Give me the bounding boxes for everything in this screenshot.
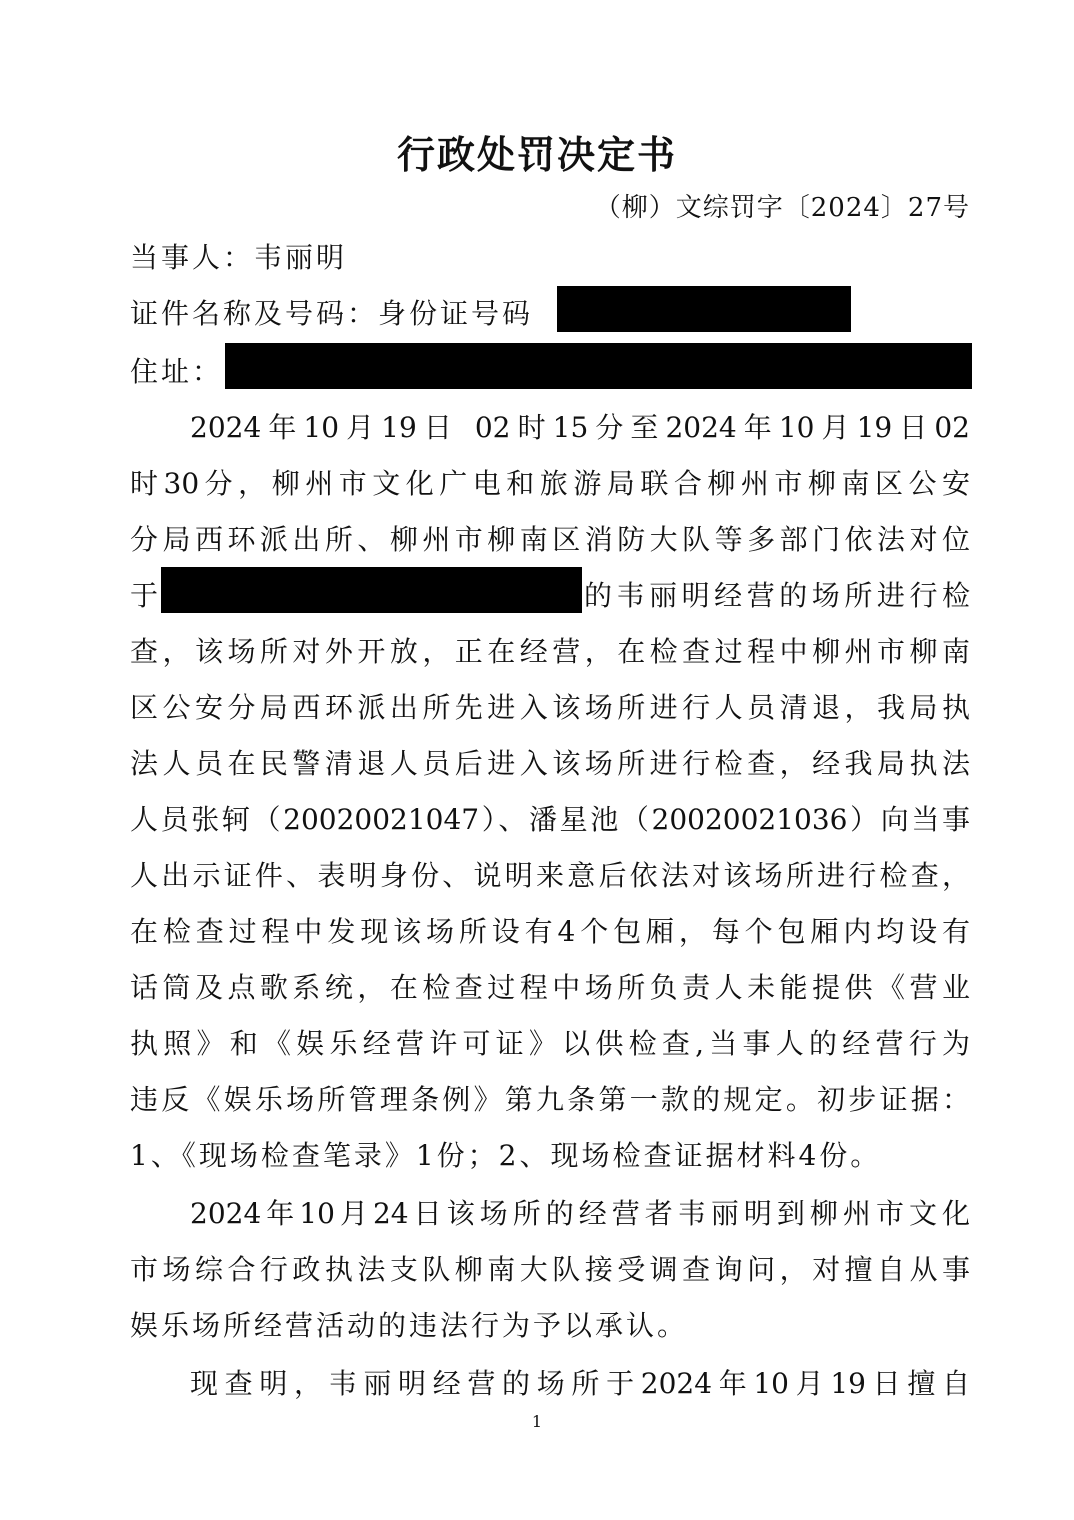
- body-line-7: 法人员在民警清退人员后进入该场所进行检查，经我局执法: [130, 747, 970, 780]
- document-number: （柳）文综罚字〔2024〕27号: [594, 193, 970, 223]
- body-line-9: 人出示证件、表明身份、说明来意后依法对该场所进行检查，: [130, 859, 970, 892]
- redaction-id-number: [557, 286, 851, 332]
- address-line: 住址：: [130, 355, 224, 388]
- redaction-business-address: [161, 567, 582, 613]
- document-title: 行政处罚决定书: [396, 132, 677, 177]
- body-line-6: 区公安分局西环派出所先进入该场所进行人员清退，我局执: [130, 691, 970, 724]
- body-line-5: 查，该场所对外开放，正在经营，在检查过程中柳州市柳南: [130, 635, 970, 668]
- redaction-address: [225, 343, 972, 389]
- body-line-14: 1、《现场检查笔录》1份；2、现场检查证据材料4份。: [130, 1139, 882, 1172]
- body-line-10: 在检查过程中发现该场所设有4个包厢，每个包厢内均设有: [130, 915, 970, 948]
- id-line: 证件名称及号码：身份证号码: [130, 297, 534, 330]
- body-line-11: 话筒及点歌系统，在检查过程中场所负责人未能提供《营业: [130, 971, 970, 1004]
- body-line-12: 执照》和《娱乐经营许可证》以供检查,当事人的经营行为: [130, 1027, 970, 1060]
- body-line-8: 人员张轲（20020021047）、潘星池（20020021036）向当事: [130, 803, 970, 836]
- body-line-16: 市场综合行政执法支队柳南大队接受调查询问，对擅自从事: [130, 1253, 970, 1286]
- party-line: 当事人：韦丽明: [130, 241, 348, 274]
- body-line-4-suffix: 的韦丽明经营的场所进行检: [584, 579, 970, 612]
- body-line-4-prefix: 于: [130, 579, 162, 612]
- body-line-13: 违反《娱乐场所管理条例》第九条第一款的规定。初步证据：: [130, 1083, 970, 1116]
- body-line-2: 时30分，柳州市文化广电和旅游局联合柳州市柳南区公安: [130, 467, 970, 500]
- body-line-1: 2024年10月19日 02时15分至2024年10月19日02: [190, 411, 970, 444]
- body-line-18: 现查明，韦丽明经营的场所于2024年10月19日擅自: [190, 1367, 970, 1400]
- page-number: 1: [531, 1412, 543, 1431]
- body-line-15: 2024年10月24日该场所的经营者韦丽明到柳州市文化: [190, 1197, 970, 1230]
- body-line-3: 分局西环派出所、柳州市柳南区消防大队等多部门依法对位: [130, 523, 970, 556]
- body-line-17: 娱乐场所经营活动的违法行为予以承认。: [130, 1309, 689, 1342]
